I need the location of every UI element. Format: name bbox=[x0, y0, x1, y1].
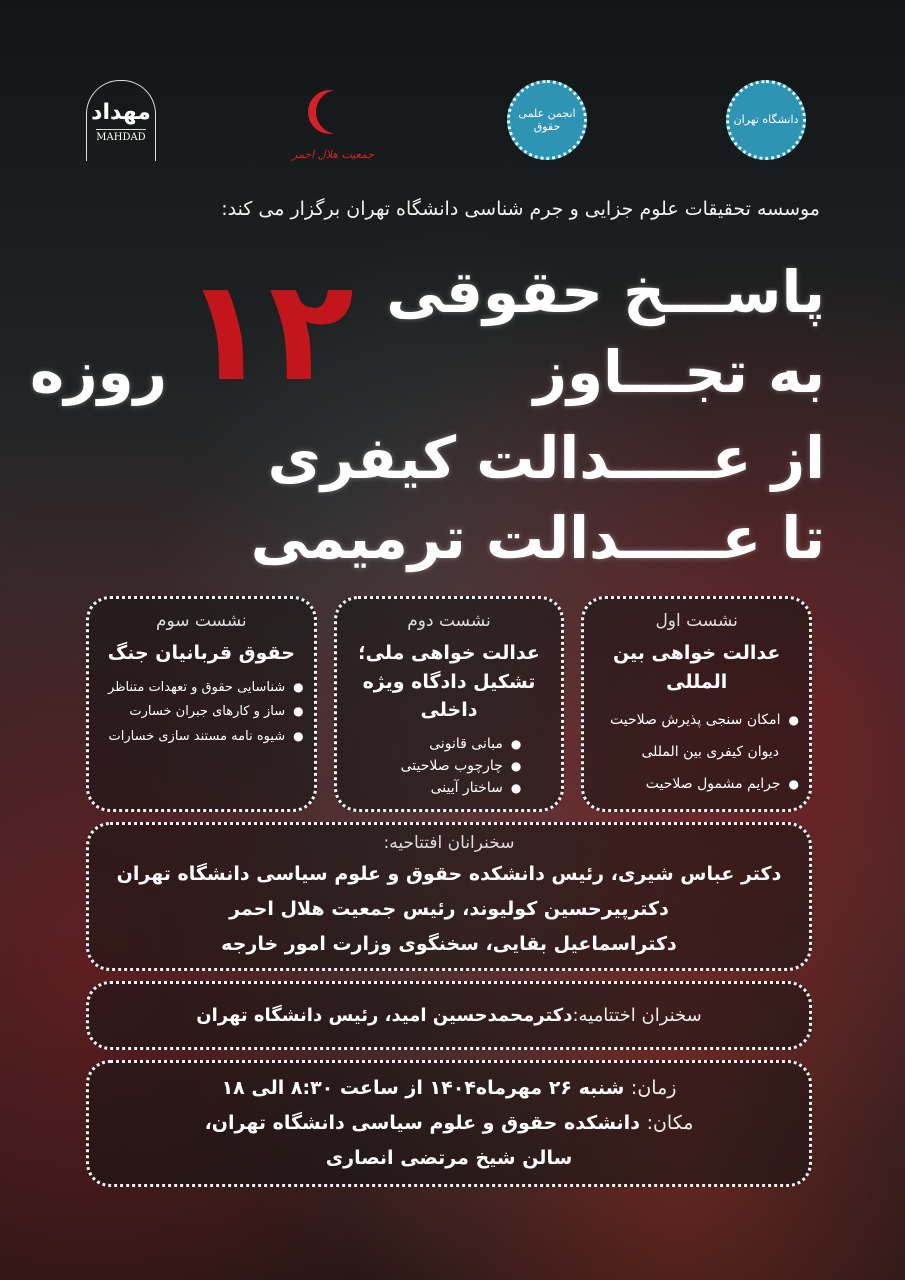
title-block bbox=[30, 252, 825, 412]
opening-label: سخنرانان افتتاحیه: bbox=[383, 832, 515, 853]
closing-label: سخنران اختتامیه: bbox=[572, 1004, 702, 1026]
speaker: دکتر عباس شیری، رئیس دانشکده حقوق و علوم سیاسی دانشگاه تهران bbox=[116, 862, 782, 885]
session-item: ● جرایم مشمول صلاحیت bbox=[594, 768, 799, 800]
title-line-1: پاســـخ حقوقی bbox=[386, 258, 825, 326]
title-line-2a: به تجـــاوز bbox=[533, 338, 825, 406]
session-item: ● شیوه نامه مستند سازی خسارات bbox=[99, 725, 304, 750]
mahdad-fa: مهداد bbox=[91, 99, 151, 125]
title-line-2b: روزه bbox=[30, 338, 168, 406]
ut-logo-text: دانشگاه تهران bbox=[733, 113, 799, 127]
session-item: ● چارچوب صلاحیتی bbox=[347, 755, 522, 777]
title-line-3: از عـــــدالت کیفری bbox=[267, 424, 825, 492]
closing-speaker-box bbox=[86, 981, 812, 1050]
title-number: ۱۲ bbox=[183, 250, 354, 413]
opening-speakers-box bbox=[86, 822, 812, 971]
event-time: شنبه ۲۶ مهرماه۱۴۰۴ از ساعت ۸:۳۰ الی ۱۸ bbox=[221, 1076, 625, 1099]
session-3 bbox=[86, 596, 317, 812]
session-heading: نشست اول bbox=[655, 611, 738, 631]
speaker: دکترپیرحسین کولیوند، رئیس جمعیت هلال احمر bbox=[229, 897, 669, 920]
session-item: ● شناسایی حقوق و تعهدات متناظر bbox=[99, 676, 304, 701]
event-info-box bbox=[86, 1060, 812, 1187]
place-label: مکان: bbox=[646, 1112, 694, 1135]
event-place: دانشکده حقوق و علوم سیاسی دانشگاه تهران، bbox=[204, 1112, 640, 1135]
session-2 bbox=[334, 596, 565, 812]
session-heading: نشست دوم bbox=[407, 611, 491, 631]
event-hall: سالن شیخ مرتضی انصاری bbox=[325, 1147, 573, 1170]
mahdad-logo bbox=[86, 80, 156, 161]
session-1 bbox=[581, 596, 812, 812]
red-crescent-icon bbox=[300, 82, 364, 142]
details-block bbox=[86, 596, 812, 1187]
session-title: عدالت خواهی بین المللی bbox=[612, 642, 781, 693]
session-item: ● مبانی قانونی bbox=[347, 733, 522, 755]
speaker: دکتراسماعیل بقایی، سخنگوی وزارت امور خارجه bbox=[221, 932, 677, 955]
mahdad-en: MAHDAD bbox=[96, 129, 145, 143]
title-line-4: تا عـــــدالت ترمیمی bbox=[250, 504, 825, 572]
closing-speaker: دکترمحمدحسین امید، رئیس دانشگاه تهران bbox=[196, 1004, 573, 1026]
law-logo-text: انجمن علمی حقوق bbox=[518, 106, 576, 133]
red-crescent-text: جمعیت هلال احمر bbox=[291, 148, 375, 161]
organizer-line: موسسه تحقیقات علوم جزایی و جرم شناسی دانشگاه تهران برگزار می کند: bbox=[221, 198, 820, 220]
time-label: زمان: bbox=[630, 1076, 677, 1099]
sessions-row bbox=[86, 596, 812, 812]
session-item: دیوان کیفری بین المللی bbox=[641, 744, 779, 761]
session-item: ● ساختار آیینی bbox=[347, 777, 522, 799]
session-title: عدالت خواهی ملی؛ تشکیل دادگاه ویژه داخلی bbox=[358, 642, 540, 721]
session-item: ● امکان سنجی پذیرش صلاحیت bbox=[594, 704, 799, 736]
university-of-tehran-logo bbox=[726, 80, 806, 160]
session-title: حقوق قربانیان جنگ bbox=[107, 642, 295, 664]
session-heading: نشست سوم bbox=[155, 611, 247, 631]
law-association-logo bbox=[507, 80, 587, 160]
session-item: ● ساز و کارهای جبران خسارت bbox=[99, 700, 304, 725]
